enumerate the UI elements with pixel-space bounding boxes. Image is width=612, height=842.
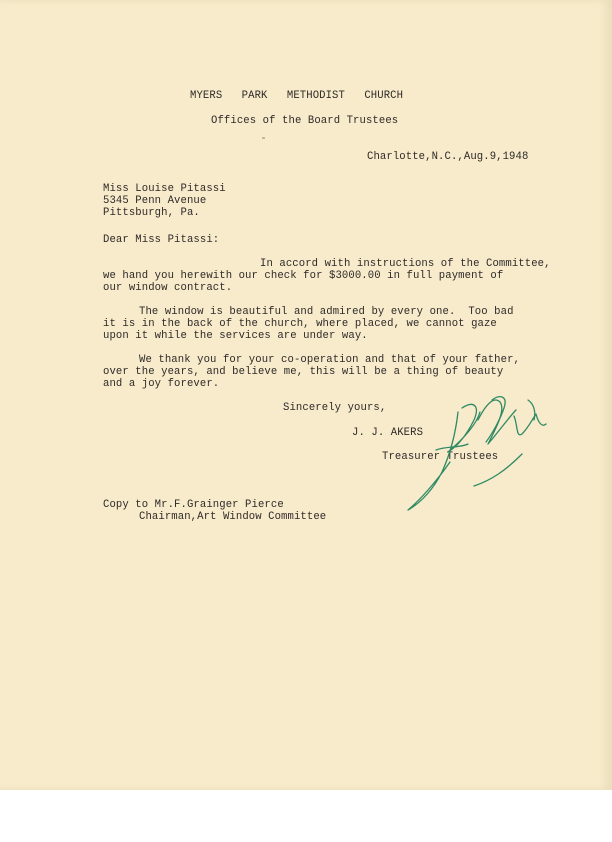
complimentary-close: Sincerely yours, (283, 402, 387, 414)
paper-speck (262, 137, 265, 139)
body-line: In accord with instructions of the Committee, (260, 258, 551, 270)
body-line: over the years, and believe me, this will be a thing of beauty (103, 366, 504, 378)
copy-to-line: Copy to Mr.F.Grainger Pierce (103, 499, 284, 511)
signer-name: J. J. AKERS (352, 427, 424, 439)
recipient-street: 5345 Penn Avenue (103, 195, 207, 207)
salutation: Dear Miss Pitassi: (103, 234, 220, 246)
recipient-city: Pittsburgh, Pa. (103, 207, 200, 219)
body-line: and a joy forever. (103, 378, 220, 390)
copy-to-title: Chairman,Art Window Committee (139, 511, 327, 523)
church-name: MYERS PARK METHODIST CHURCH (190, 90, 404, 102)
body-line: upon it while the services are under way. (103, 330, 368, 342)
office-subtitle: Offices of the Board Trustees (211, 115, 399, 127)
recipient-name: Miss Louise Pitassi (103, 183, 226, 195)
body-line: our window contract. (103, 282, 233, 294)
body-line: we hand you herewith our check for $3000.00 in full payment of (103, 270, 504, 282)
handwritten-signature (396, 390, 556, 518)
signer-title: Treasurer Trustees (382, 451, 499, 463)
body-line: The window is beautiful and admired by every one. Too bad (139, 306, 514, 318)
body-line: We thank you for your co-operation and that of your father, (139, 354, 520, 366)
letter-date: Charlotte,N.C.,Aug.9,1948 (367, 151, 529, 163)
body-line: it is in the back of the church, where placed, we cannot gaze (103, 318, 497, 330)
